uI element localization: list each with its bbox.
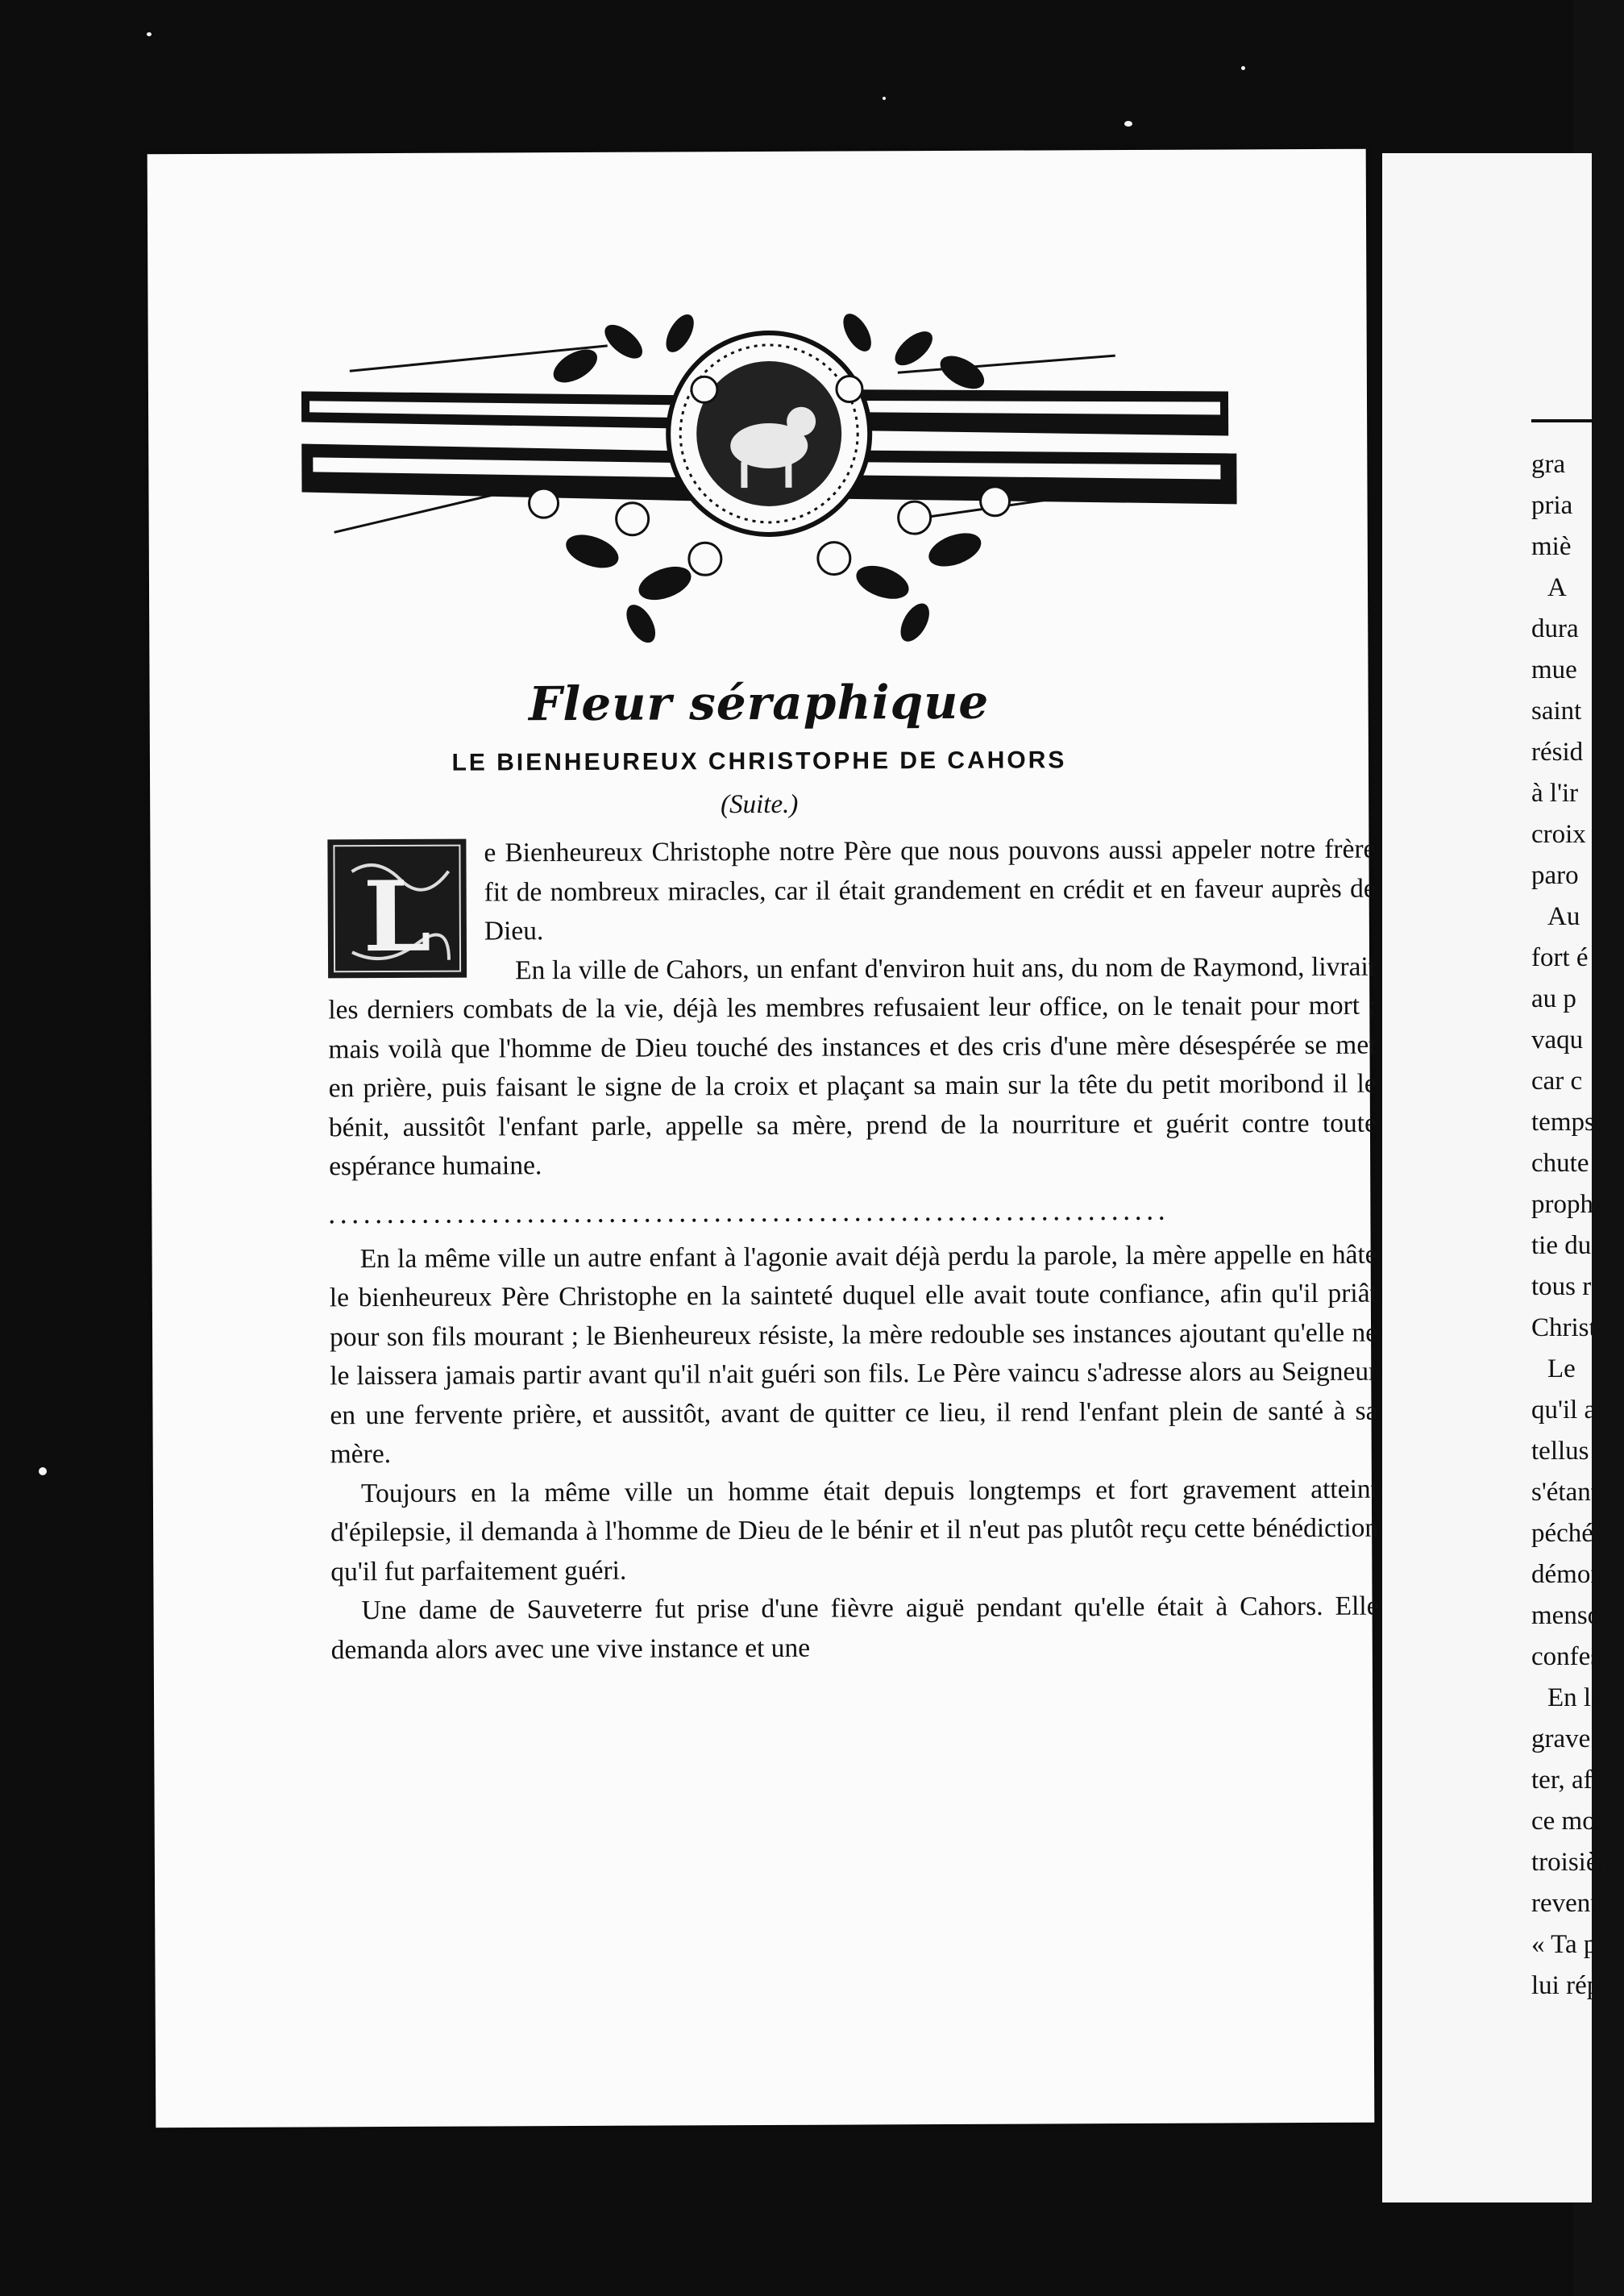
right-page-line: croix [1531, 820, 1586, 849]
right-page-line: pria [1531, 491, 1573, 520]
right-page-line: vaqu [1531, 1025, 1584, 1054]
dust-speck [1124, 121, 1132, 127]
dropcap-letter: L [363, 859, 432, 975]
right-page-line: tous r [1531, 1272, 1592, 1301]
dust-speck [147, 32, 152, 36]
right-page-line: saint [1531, 697, 1582, 726]
page-title: Fleur séraphique [528, 674, 990, 732]
right-page-line: chute [1531, 1149, 1589, 1178]
right-page-line: confess [1531, 1642, 1611, 1671]
right-page-line: troisièm [1531, 1848, 1619, 1877]
right-page-line: Le [1547, 1354, 1576, 1383]
right-page-line: à l'ir [1531, 779, 1579, 808]
dust-speck [1241, 66, 1245, 70]
right-page-line: A [1547, 573, 1567, 602]
right-page-line: démon [1531, 1560, 1604, 1589]
right-page-line: péché [1531, 1519, 1593, 1548]
article-body [327, 830, 1379, 1670]
left-page [147, 149, 1379, 2128]
section-separator: ........................................................................ [329, 1200, 1171, 1228]
right-page-line: résid [1531, 738, 1584, 767]
right-page-line: Au [1547, 902, 1580, 931]
lamb-medallion-floral-banner-icon [301, 314, 1238, 665]
paragraph: Une dame de Sauveterre fut prise d'une fièvre aiguë pendant qu'elle était à Cahors. Elle demanda alors avec une vive instance et une [330, 1591, 1379, 1665]
paragraph: En la même ville un autre enfant à l'agonie avait déjà perdu la parole, la mère appelle en hâte le bienheureux Père Christophe en la sainteté duquel elle avait toute confiance, afin qu'il priât pour son fils mourant ; le Bienheureux résiste, la mère redouble ses instances ajoutant qu'elle ne le laissera jamais partir avant qu'il n'ait guéri son fils. Le Père vaincu s'adresse alors au Seigneur en une fervente prière, et aussitôt, avant de quitter ce lieu, il rend l'enfant plein de santé à sa mère. [329, 1239, 1378, 1470]
continuation-note: (Suite.) [721, 789, 799, 820]
right-page-line: qu'il a [1531, 1395, 1597, 1425]
decorated-initial-icon [327, 839, 467, 979]
paragraph: Toujours en la même ville un homme était depuis longtemps et fort gravement atteint d'épilepsie, il demanda à l'homme de Dieu de le bénir et il n'eut pas plutôt reçu cette bénédiction qu'il fut parfaitement guéri. [330, 1474, 1379, 1587]
right-page-line: s'étant [1531, 1478, 1598, 1507]
right-page-line: lui répor [1531, 1971, 1622, 2000]
right-page-line: grave r [1531, 1724, 1606, 1753]
article-subtitle: LE BIENHEUREUX CHRISTOPHE DE CAHORS [451, 747, 1067, 776]
right-page-line: fort é [1531, 943, 1589, 972]
right-page-line: car c [1531, 1067, 1583, 1096]
right-page-line: tie du [1531, 1231, 1592, 1260]
right-page-line: mue [1531, 655, 1577, 684]
right-page-line: paro [1531, 861, 1579, 890]
paragraph: En la ville de Cahors, un enfant d'environ huit ans, du nom de Raymond, livrait les derniers combats de la vie, déjà les membres refusaient leur office, on le tenait pour mort ; mais voilà que l'homme de Dieu touché des instances et des cris d'une mère désespérée se met en prière, puis faisant le signe de la croix et plaçant sa main sur la tête du petit moribond il le bénit, aussitôt l'enfant parle, appelle sa mère, prend de la nourriture et guérit contre toute espérance humaine. [328, 951, 1377, 1182]
right-page-line: « Ta par [1531, 1930, 1618, 1959]
right-page-line: gra [1531, 450, 1566, 479]
dust-speck [883, 97, 886, 100]
right-page-line: au p [1531, 984, 1576, 1013]
right-page-line: miè [1531, 532, 1572, 561]
right-page-line: mensor [1531, 1601, 1610, 1630]
right-page-line: proph [1531, 1190, 1593, 1219]
right-page-line: ter, afin [1531, 1766, 1614, 1795]
right-page-line: tellus [1531, 1437, 1589, 1466]
right-page-line: ce mond [1531, 1807, 1622, 1836]
right-page-line: dura [1531, 614, 1579, 643]
right-page-line: temps [1531, 1108, 1595, 1137]
paragraph: e Bienheureux Christophe notre Père que nous pouvons aussi appeler notre frère fit de nombreux miracles, car il était grandement en crédit et en faveur auprès de Dieu. [484, 834, 1376, 946]
top-rule [1531, 419, 1596, 422]
right-page-line: Christ [1531, 1313, 1597, 1342]
dust-speck [39, 1467, 47, 1475]
right-page-line: revenu [1531, 1889, 1604, 1918]
right-page [1382, 153, 1622, 2202]
right-page-line: En la [1547, 1683, 1603, 1712]
